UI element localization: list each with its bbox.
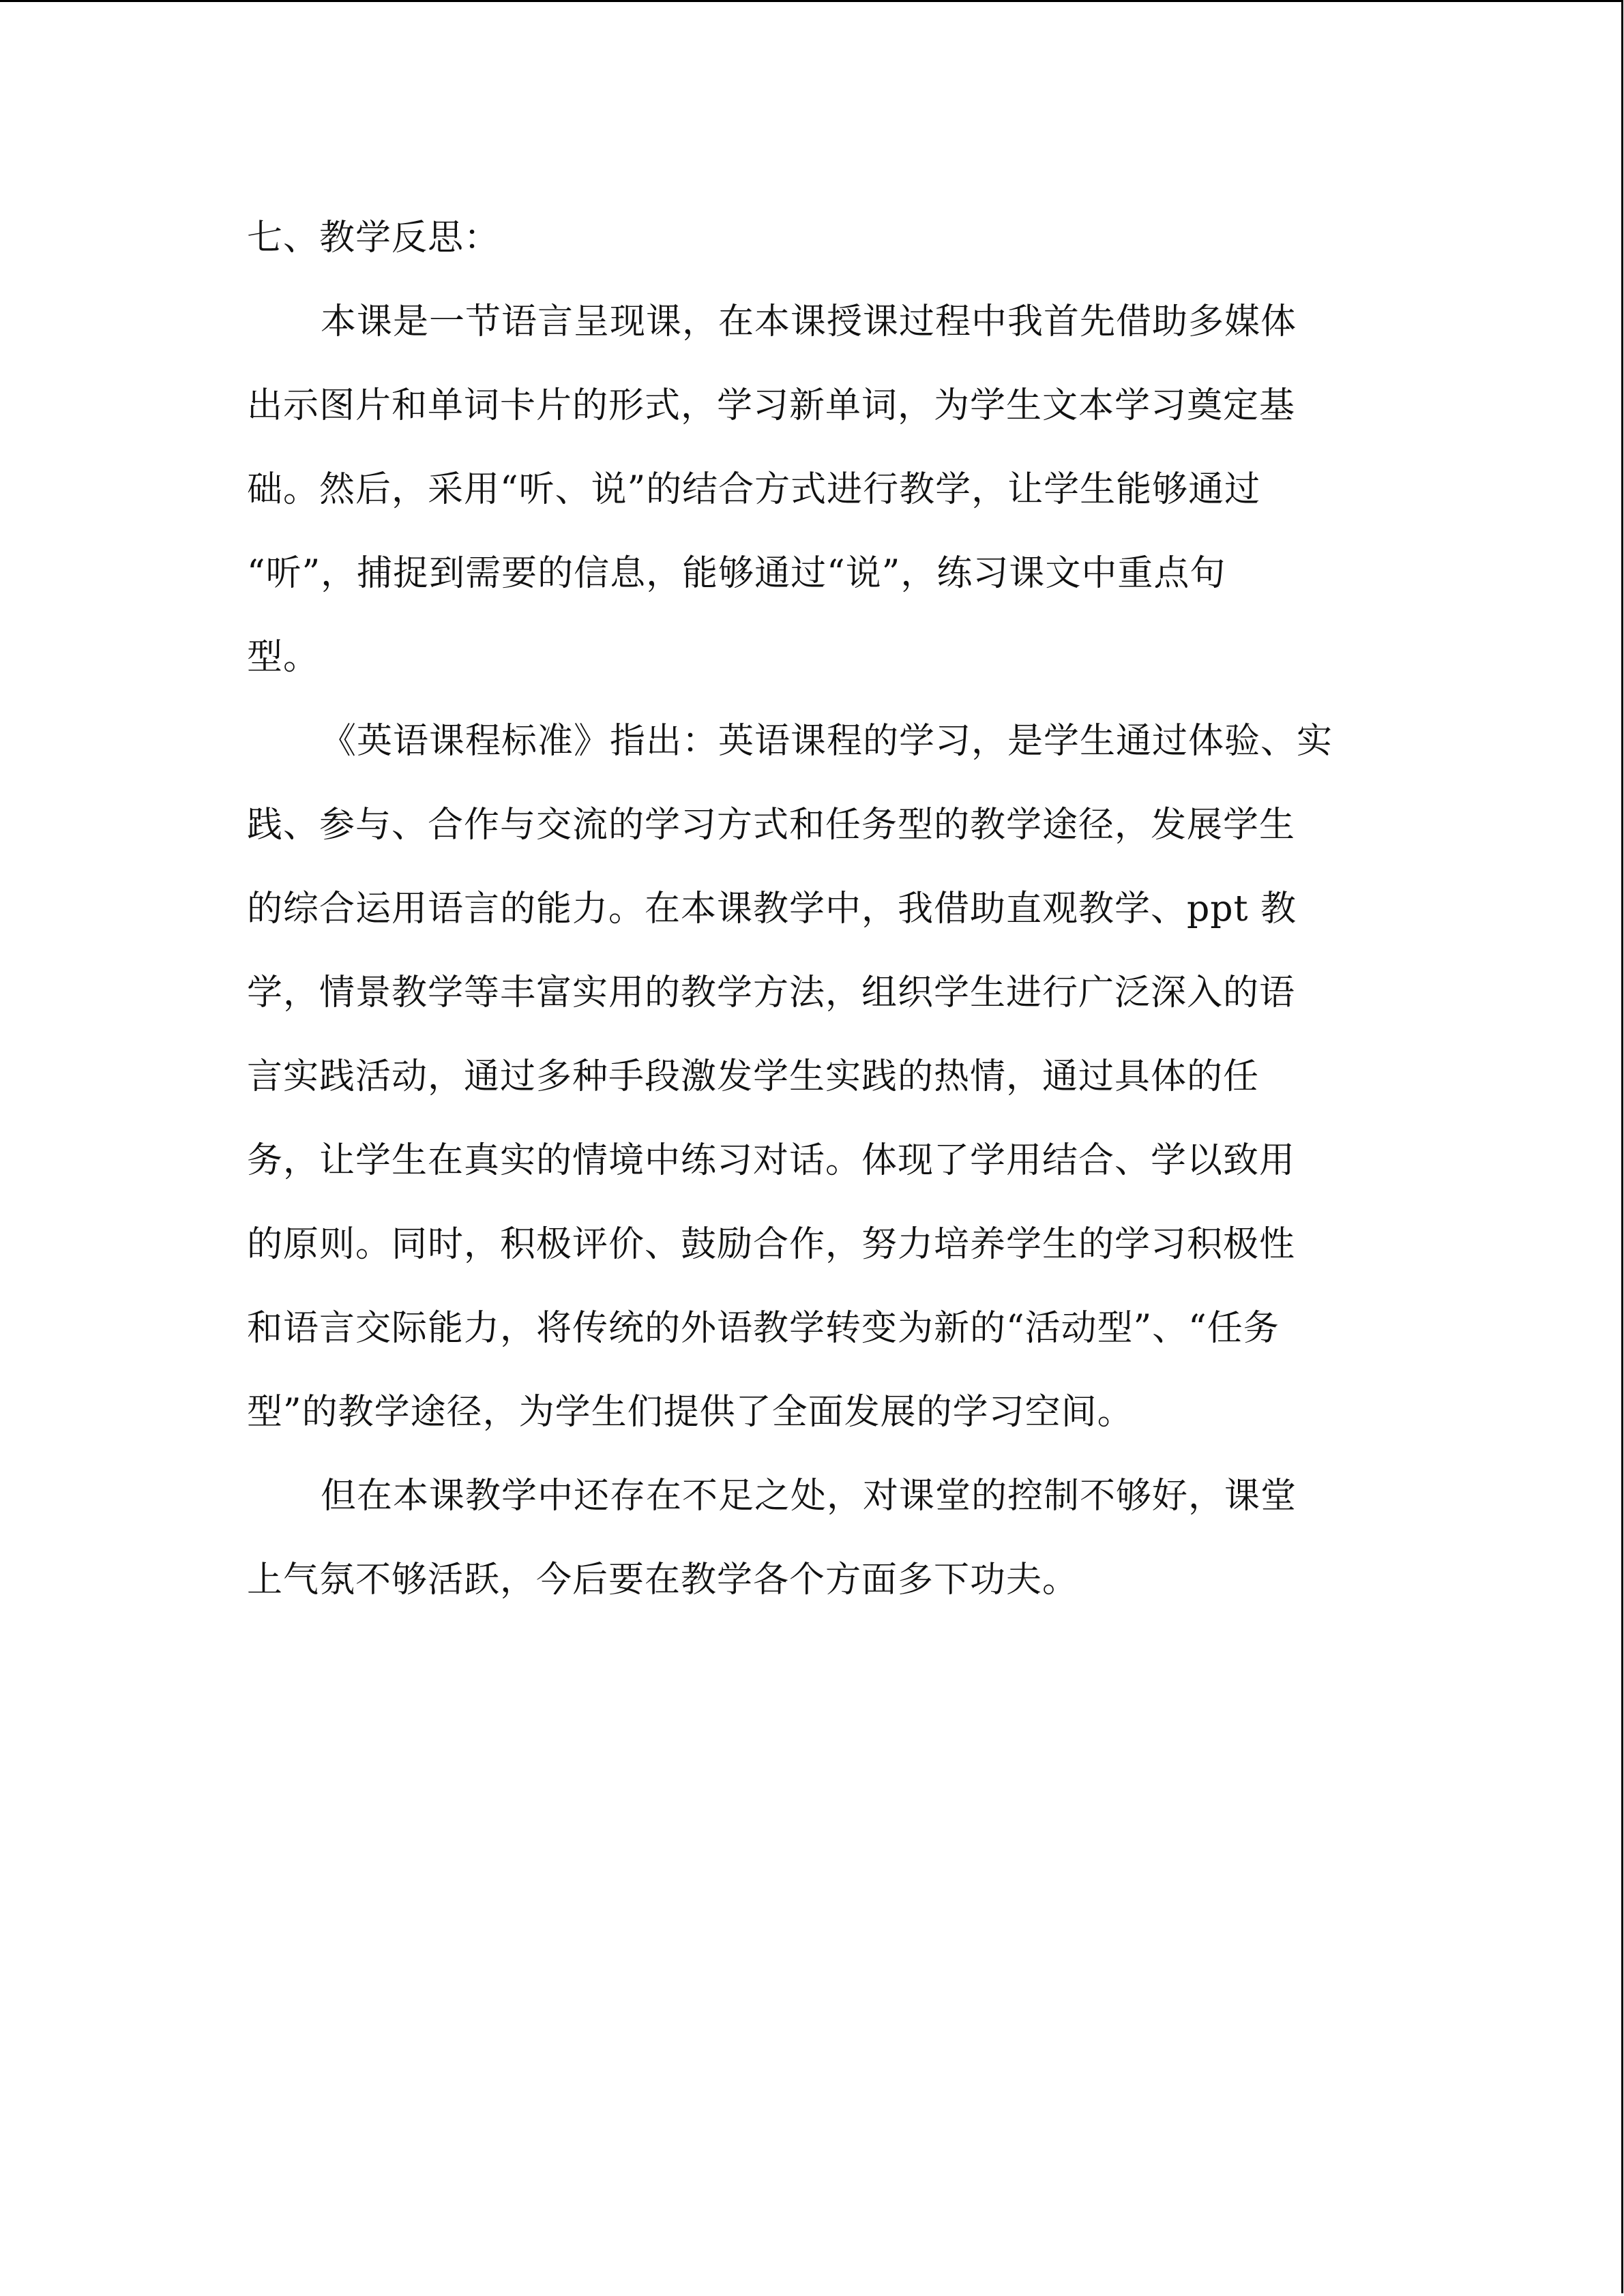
paragraph-line: 《英语课程标准》指出：英语课程的学习，是学生通过体验、实 xyxy=(321,721,1333,762)
paragraph-line: 言实践活动，通过多种手段激发学生实践的热情，通过具体的任 xyxy=(247,1056,1260,1097)
paragraph-line: “听”，捕捉到需要的信息，能够通过“说”，练习课文中重点句 xyxy=(247,553,1226,594)
paragraph-line: 上气氛不够活跃，今后要在教学各个方面多下功夫。 xyxy=(247,1560,1079,1600)
paragraph-1 xyxy=(247,280,1379,700)
paragraph-line: 的原则。同时，积极评价、鼓励合作，努力培养学生的学习积极性 xyxy=(247,1224,1296,1265)
paragraph-line: 和语言交际能力，将传统的外语教学转变为新的“活动型”、“任务 xyxy=(247,1308,1280,1349)
paragraph-line: 学，情景教学等丰富实用的教学方法，组织学生进行广泛深入的语 xyxy=(247,972,1296,1013)
paragraph-2 xyxy=(247,700,1379,1455)
paragraph-line: 的综合运用语言的能力。在本课教学中，我借助直观教学、ppt 教 xyxy=(247,889,1297,929)
paragraph-3 xyxy=(247,1455,1379,1622)
paragraph-line: 型”的教学途径，为学生们提供了全面发展的学习空间。 xyxy=(247,1392,1134,1433)
document-body xyxy=(247,196,1379,1622)
paragraph-line: 出示图片和单词卡片的形式，学习新单词，为学生文本学习奠定基 xyxy=(247,385,1296,426)
paragraph-line: 型。 xyxy=(247,637,320,678)
paragraph-line: 践、参与、合作与交流的学习方式和任务型的教学途径，发展学生 xyxy=(247,805,1296,846)
paragraph-line: 础。然后，采用“听、说”的结合方式进行教学，让学生能够通过 xyxy=(247,469,1261,510)
section-heading: 七、教学反思： xyxy=(247,218,501,258)
paragraph-line: 务，让学生在真实的情境中练习对话。体现了学用结合、学以致用 xyxy=(247,1140,1296,1181)
paragraph-line: 但在本课教学中还存在不足之处，对课堂的控制不够好，课堂 xyxy=(321,1476,1297,1517)
paragraph-line: 本课是一节语言呈现课，在本课授课过程中我首先借助多媒体 xyxy=(321,301,1297,342)
